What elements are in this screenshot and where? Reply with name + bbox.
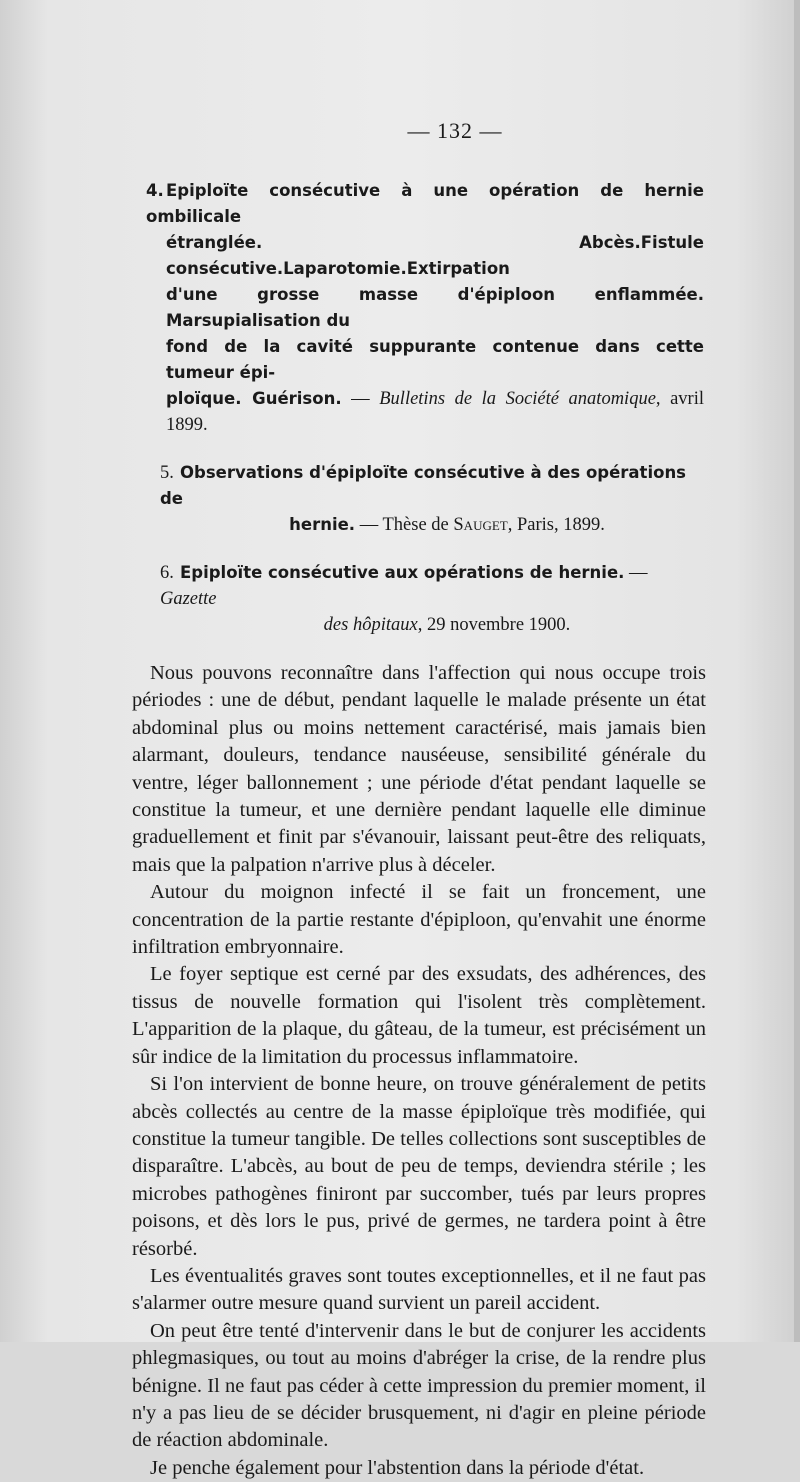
body-text [132, 660, 706, 1482]
reference-title-line: des hôpitaux, 29 novembre 1900. [323, 615, 571, 635]
reference-item-6 [146, 560, 704, 638]
reference-title-line: ploïque. Guérison. — Bulletins de la Société anatomique, avril 1899. [166, 389, 704, 435]
reference-title-line: hernie. — Thèse de Sauget, Paris, 1899. [289, 515, 605, 535]
paragraph: Les éventualités graves sont toutes exceptionnelles, et il ne faut pas s'alarmer outre mesure quand survient un pareil accident. [132, 1264, 706, 1315]
reference-title-line: étranglée. Abcès.Fistule consécutive.Laparotomie.Extirpation [166, 233, 704, 278]
reference-title-line: d'une grosse masse d'épiploon enflammée. Marsupialisation du [166, 285, 704, 330]
reference-title-line: 5. Observations d'épiploïte consécutive à des opérations de [160, 463, 686, 509]
reference-number: 4. [146, 181, 164, 200]
reference-source: des hôpitaux [323, 615, 418, 635]
reference-item-4 [146, 178, 704, 438]
reference-title-line: 6. Epiploïte consécutive aux opérations de hernie. — Gazette [160, 563, 648, 609]
paragraph: Nous pouvons reconnaître dans l'affection qui nous occupe trois périodes : une de début, pendant laquelle le malade présente un état abdominal plus ou moins nettement caractérisé, mais jamais bien alarmant, douleurs, tendance nauséeuse, sensibilité générale du ventre, léger ballonnement ; une période d'état pendant laquelle se constitue la tumeur, et une dernière pendant laquelle elle diminue graduellement et finit par s'évanouir, laissant peut-être des reliquats, mais que la palpation n'arrive plus à déceler. [132, 662, 706, 876]
reference-number: 6. [160, 563, 174, 583]
reference-source: Gazette [160, 589, 217, 609]
paragraph: Autour du moignon infecté il se fait un froncement, une concentration de la partie restante d'épiploon, qu'envahit une énorme infiltration embryonnaire. [132, 881, 706, 959]
reference-number: 5. [160, 463, 174, 483]
paragraph: On peut être tenté d'intervenir dans le but de conjurer les accidents phlegmasiques, ou tout au moins d'abréger la crise, de la rendre plus bénigne. Il ne faut pas céder à cette impression du premier moment, il n'y a pas lieu de se décider brusquement, ni d'agir en pleine période de réaction abdominale. [132, 1319, 706, 1452]
reference-title-line: fond de la cavité suppurante contenue dans cette tumeur épi- [166, 337, 704, 382]
reference-author: Sauget [453, 515, 508, 535]
reference-source: Bulletins de la Société anatomique [379, 389, 656, 409]
reference-title-line: 4. Epiploïte consécutive à une opération de hernie ombilicale [146, 178, 704, 230]
paragraph: Je penche également pour l'abstention dans la période d'état. [150, 1456, 645, 1479]
page-number: — 132 — [407, 118, 503, 143]
paragraph: Le foyer septique est cerné par des exsudats, des adhérences, des tissus de nouvelle formation qui l'isolent très complètement. L'apparition de la plaque, du gâteau, de la tumeur, est précisément un sûr indice de la limitation du processus inflammatoire. [132, 963, 706, 1068]
paragraph: Si l'on intervient de bonne heure, on trouve généralement de petits abcès collectés au centre de la masse épiploïque très modifiée, qui constitue la tumeur tangible. De telles collections sont susceptibles de disparaître. L'abcès, au bout de peu de temps, deviendra stérile ; les microbes pathogènes finiront par succomber, tués par leurs propres poisons, et dès lors le pus, privé de germes, ne tardera point à être résorbé. [132, 1073, 706, 1260]
reference-item-5 [146, 460, 704, 538]
